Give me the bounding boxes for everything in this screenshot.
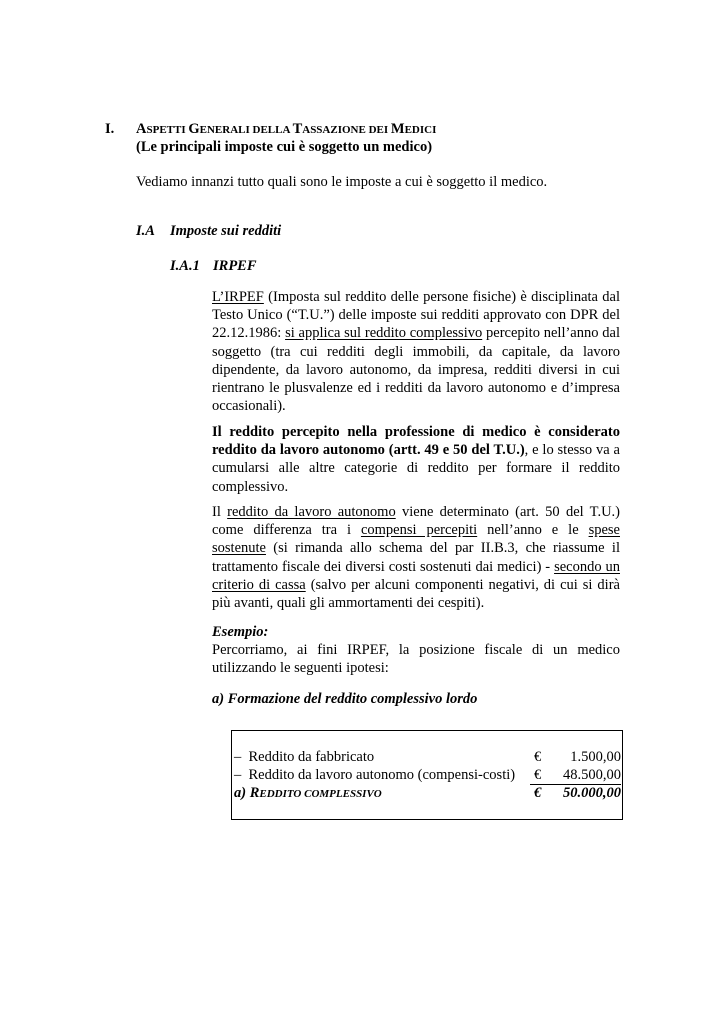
intro-text: Vediamo innanzi tutto quali sono le imposte a cui è soggetto il medico.: [136, 174, 548, 190]
title-initial-3: T: [292, 121, 303, 137]
section-number: I.: [105, 121, 115, 137]
self-employment-text-2: viene determinato (art. 50 del T.U.) come differenza tra i: [212, 504, 620, 539]
total-amount: 50.000,00: [563, 785, 621, 801]
irpef-term: L’IRPEF: [212, 289, 264, 305]
title-rest-3: ASSAZIONE DEI: [302, 124, 391, 136]
total-currency: €: [534, 785, 542, 801]
title-initial-1: A: [136, 121, 147, 137]
compensation-term: compensi percepiti: [360, 522, 478, 539]
self-employment-term: reddito da lavoro autonomo: [227, 504, 396, 520]
example-heading: Esempio:: [212, 624, 269, 640]
irpef-applies-text: si applica sul reddito complessivo: [285, 325, 483, 342]
row-amount: 48.500,00: [563, 767, 621, 783]
subsection-number: I.A: [136, 223, 155, 239]
self-employment-text-3: nell’anno e le: [477, 522, 589, 539]
medical-income-bold: Il reddito percepito nella professione di medico è considerato reddito da lavoro autonomo (artt. 49 e 50 del T.U.): [212, 424, 620, 459]
title-rest-4: EDICI: [404, 124, 437, 136]
subsection-title: Imposte sui redditi: [170, 223, 282, 239]
irpef-text-2: percepito nell’anno dal soggetto (tra cui redditi degli immobili, da capitale, da lavoro dipendente, da lavoro autonomo, da impresa, redditi diversi in cui rientrano le plusvalenze ed i redditi da lavoro autonomo e d’impresa occasionali).: [212, 325, 620, 415]
self-employment-paragraph: [212, 503, 620, 612]
table-row: [234, 749, 374, 766]
title-initial-4: M: [390, 121, 405, 137]
title-rest-1: SPETTI: [146, 124, 189, 136]
example-text: Percorriamo, ai fini IRPEF, la posizione fiscale di un medico utilizzando le seguenti ipotesi:: [212, 642, 620, 677]
cash-criterion-term: secondo un criterio di cassa: [212, 558, 620, 593]
title-rest-2: ENERALI DELLA: [199, 124, 293, 136]
title-initial-2: G: [188, 121, 200, 137]
table-row: [234, 767, 515, 784]
total-initial: R: [249, 785, 260, 801]
medical-income-rest: , e lo stesso va a cumularsi alle altre categorie di reddito per formare il reddito complessivo.: [212, 442, 620, 495]
medical-income-paragraph: [212, 423, 620, 496]
example-sub-heading: a) Formazione del reddito complessivo lordo: [212, 691, 478, 707]
row-dash: –: [234, 749, 242, 765]
row-amount: 1.500,00: [570, 749, 621, 765]
section-subtitle: (Le principali imposte cui è soggetto un medico): [136, 139, 433, 155]
total-prefix: a): [234, 785, 250, 801]
row-dash: –: [234, 767, 242, 783]
self-employment-text-1: Il: [212, 504, 228, 520]
expenses-term: spese sostenute: [212, 522, 620, 557]
row-label: Reddito da lavoro autonomo (compensi-costi): [248, 767, 516, 783]
total-label: EDDITO COMPLESSIVO: [259, 788, 382, 800]
row-label: Reddito da fabbricato: [248, 749, 375, 765]
self-employment-text-5: (salvo per alcuni componenti negativi, di cui si dirà più avanti, quali gli ammortamenti dei cespiti).: [212, 576, 620, 612]
subsubsection-number: I.A.1: [170, 258, 200, 274]
section-title: [136, 121, 436, 138]
row-currency: €: [534, 749, 542, 765]
total-row: [234, 785, 382, 802]
irpef-paragraph: [212, 288, 620, 415]
self-employment-text-4: (si rimanda allo schema del par II.B.3, che riassume il trattamento fiscale dei diversi costi sostenuti dai medici) -: [212, 540, 620, 575]
row-currency: €: [534, 767, 542, 783]
subsubsection-title: IRPEF: [213, 258, 257, 274]
irpef-text-1: (Imposta sul reddito delle persone fisiche) è disciplinata dal Testo Unico (“T.U.”) delle imposte sui redditi approvato con DPR del 22.12.1986:: [212, 289, 620, 342]
